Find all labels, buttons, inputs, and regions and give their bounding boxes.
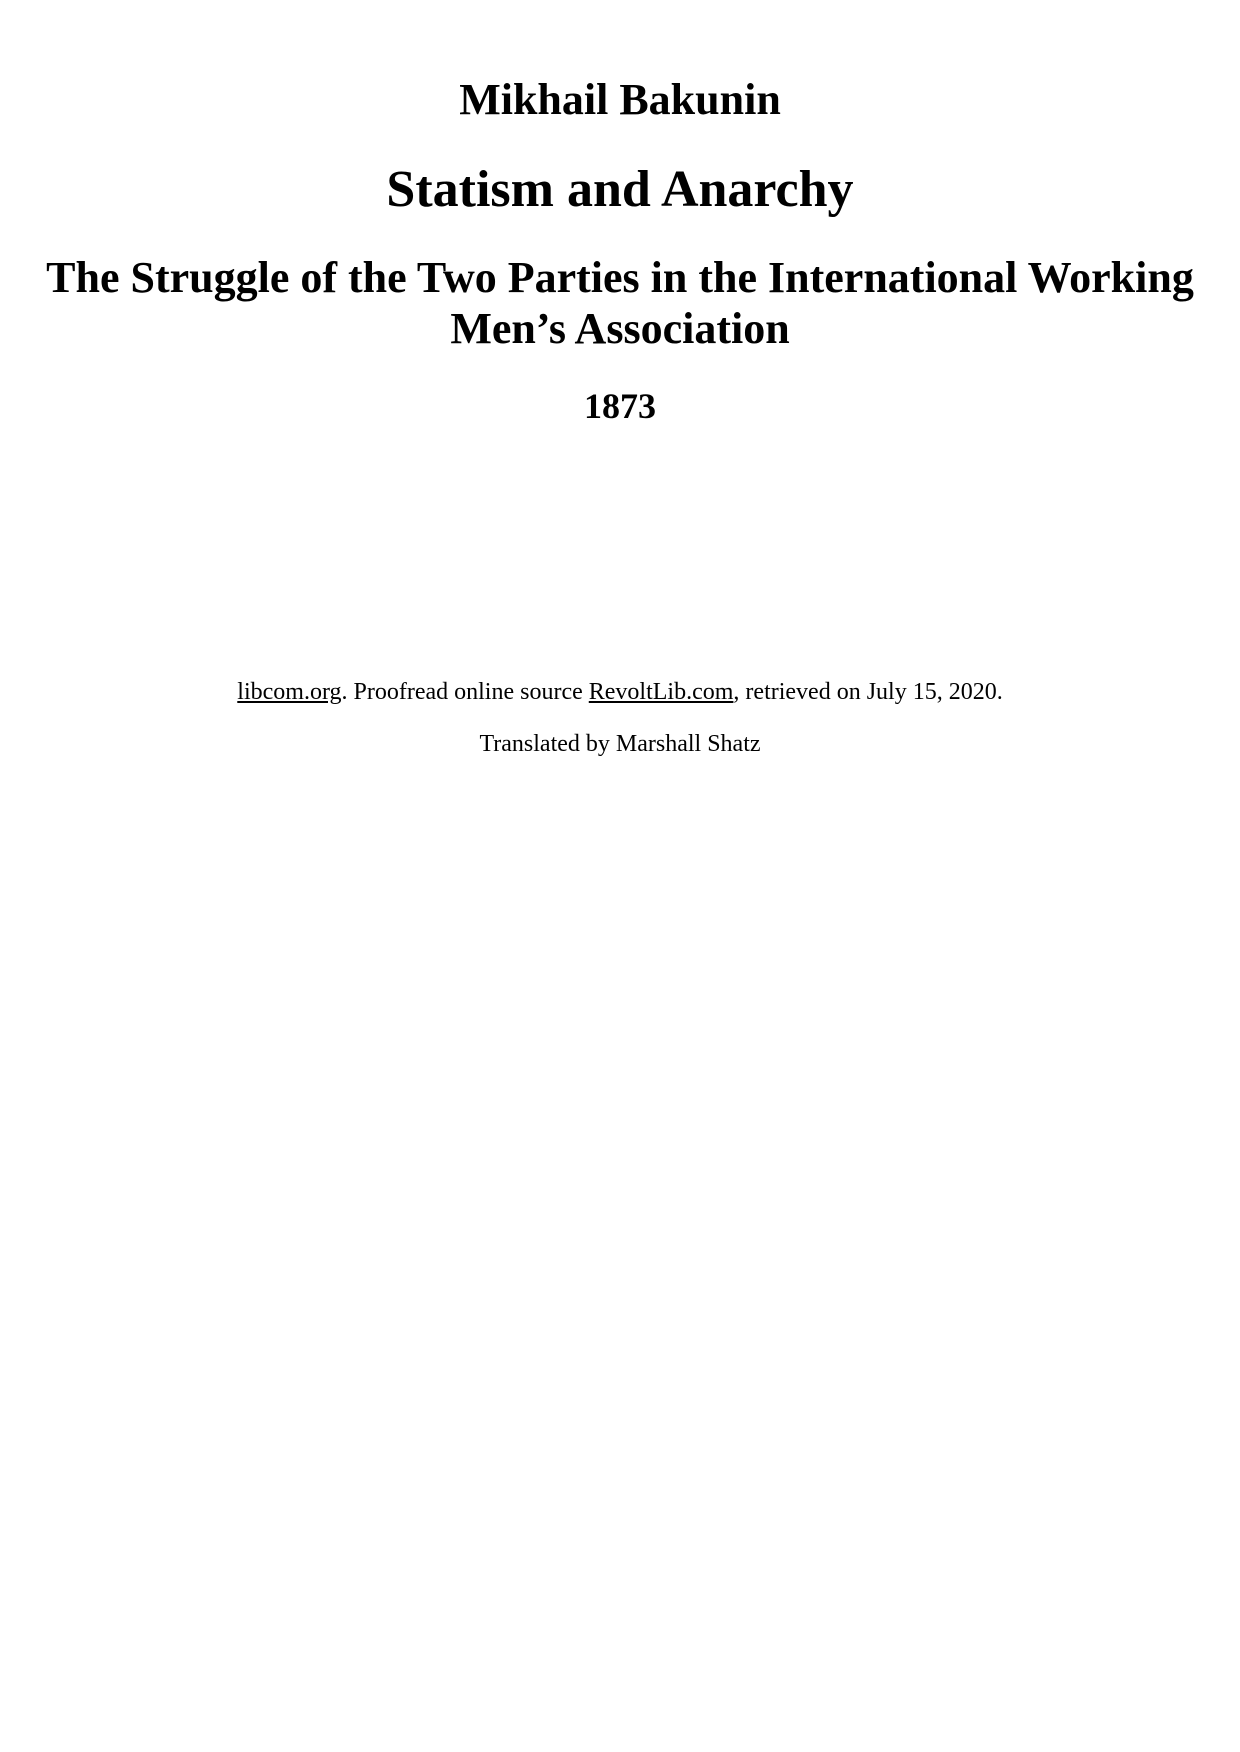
- source-line: [20, 677, 1220, 707]
- revoltlib-link[interactable]: RevoltLib.com: [588, 679, 734, 705]
- author-name: Mikhail Bakunin: [459, 75, 781, 124]
- libcom-link[interactable]: libcom.org: [237, 679, 342, 705]
- source-text-1: . Proofread online source: [341, 679, 589, 705]
- publication-year: 1873: [584, 386, 656, 426]
- book-title: Statism and Anarchy: [386, 161, 854, 218]
- source-text-2: , retrieved on July 15, 2020.: [733, 679, 1003, 705]
- book-subtitle: The Struggle of the Two Parties in the International Working Men’s Association: [46, 253, 1194, 353]
- translator-credit: Translated by Marshall Shatz: [479, 731, 761, 757]
